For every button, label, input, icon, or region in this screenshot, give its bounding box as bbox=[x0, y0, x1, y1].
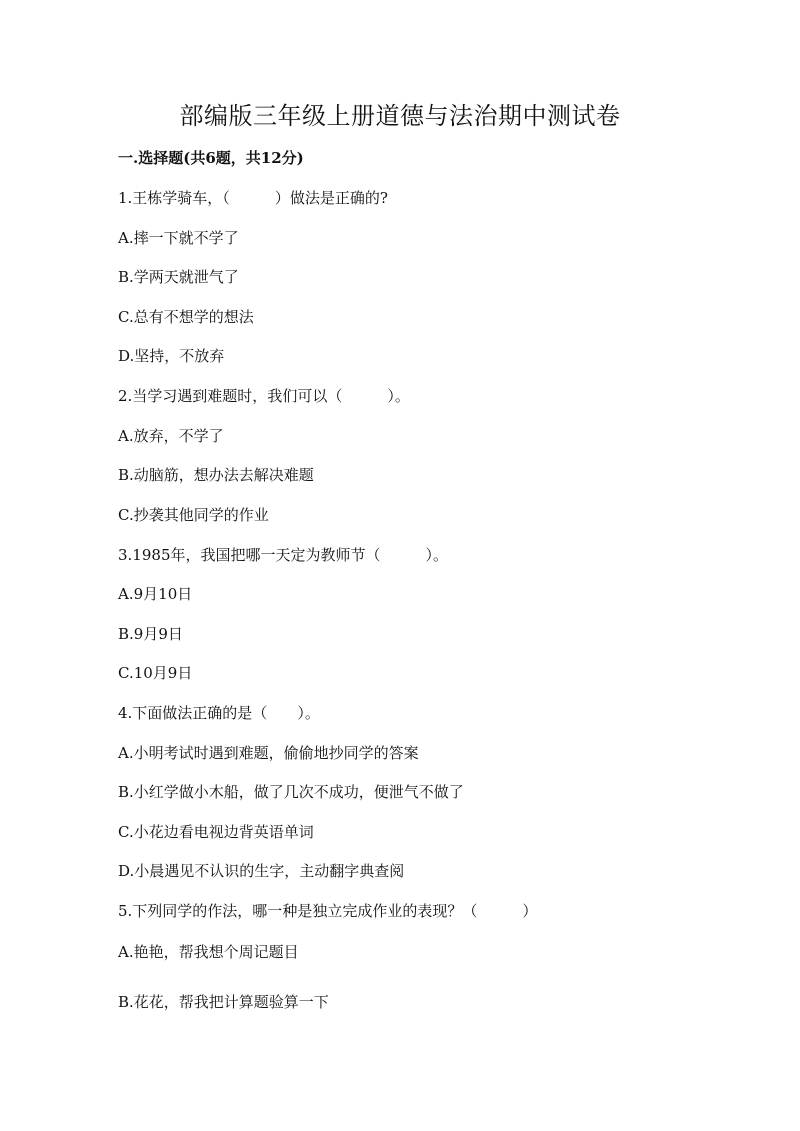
question-2-option-c: C.抄袭其他同学的作业 bbox=[118, 506, 269, 524]
question-4-stem: 4.下面做法正确的是（ ）。 bbox=[118, 704, 320, 722]
question-3-option-c: C.10月9日 bbox=[118, 664, 193, 682]
question-2-stem: 2.当学习遇到难题时，我们可以（ ）。 bbox=[118, 387, 410, 405]
question-3-stem: 3.1985年，我国把哪一天定为教师节（ ）。 bbox=[118, 546, 448, 564]
question-4-option-d: D.小晨遇见不认识的生字，主动翻字典查阅 bbox=[118, 862, 405, 880]
question-3-option-b: B.9月9日 bbox=[118, 625, 183, 643]
question-2-option-a: A.放弃，不学了 bbox=[118, 427, 224, 445]
page-title: 部编版三年级上册道德与法治期中测试卷 bbox=[179, 102, 621, 130]
question-1-option-b: B.学两天就泄气了 bbox=[118, 268, 239, 286]
question-2-option-b: B.动脑筋，想办法去解决难题 bbox=[118, 466, 314, 484]
question-5-stem: 5.下列同学的作法，哪一种是独立完成作业的表现？（ ） bbox=[118, 902, 538, 920]
question-1-stem: 1.王栋学骑车，（ ）做法是正确的? bbox=[118, 189, 388, 207]
question-1-option-c: C.总有不想学的想法 bbox=[118, 308, 254, 326]
question-5-option-b: B.花花，帮我把计算题验算一下 bbox=[118, 993, 329, 1011]
question-4-option-b: B.小红学做小木船，做了几次不成功，便泄气不做了 bbox=[118, 783, 464, 801]
question-1-option-d: D.坚持，不放弃 bbox=[118, 347, 225, 365]
section-heading: 一.选择题(共6题，共12分) bbox=[118, 149, 304, 167]
question-4-option-a: A.小明考试时遇到难题，偷偷地抄同学的答案 bbox=[118, 744, 419, 762]
question-4-option-c: C.小花边看电视边背英语单词 bbox=[118, 823, 314, 841]
question-3-option-a: A.9月10日 bbox=[118, 585, 193, 603]
question-5-option-a: A.艳艳，帮我想个周记题目 bbox=[118, 943, 299, 961]
question-1-option-a: A.摔一下就不学了 bbox=[118, 229, 239, 247]
